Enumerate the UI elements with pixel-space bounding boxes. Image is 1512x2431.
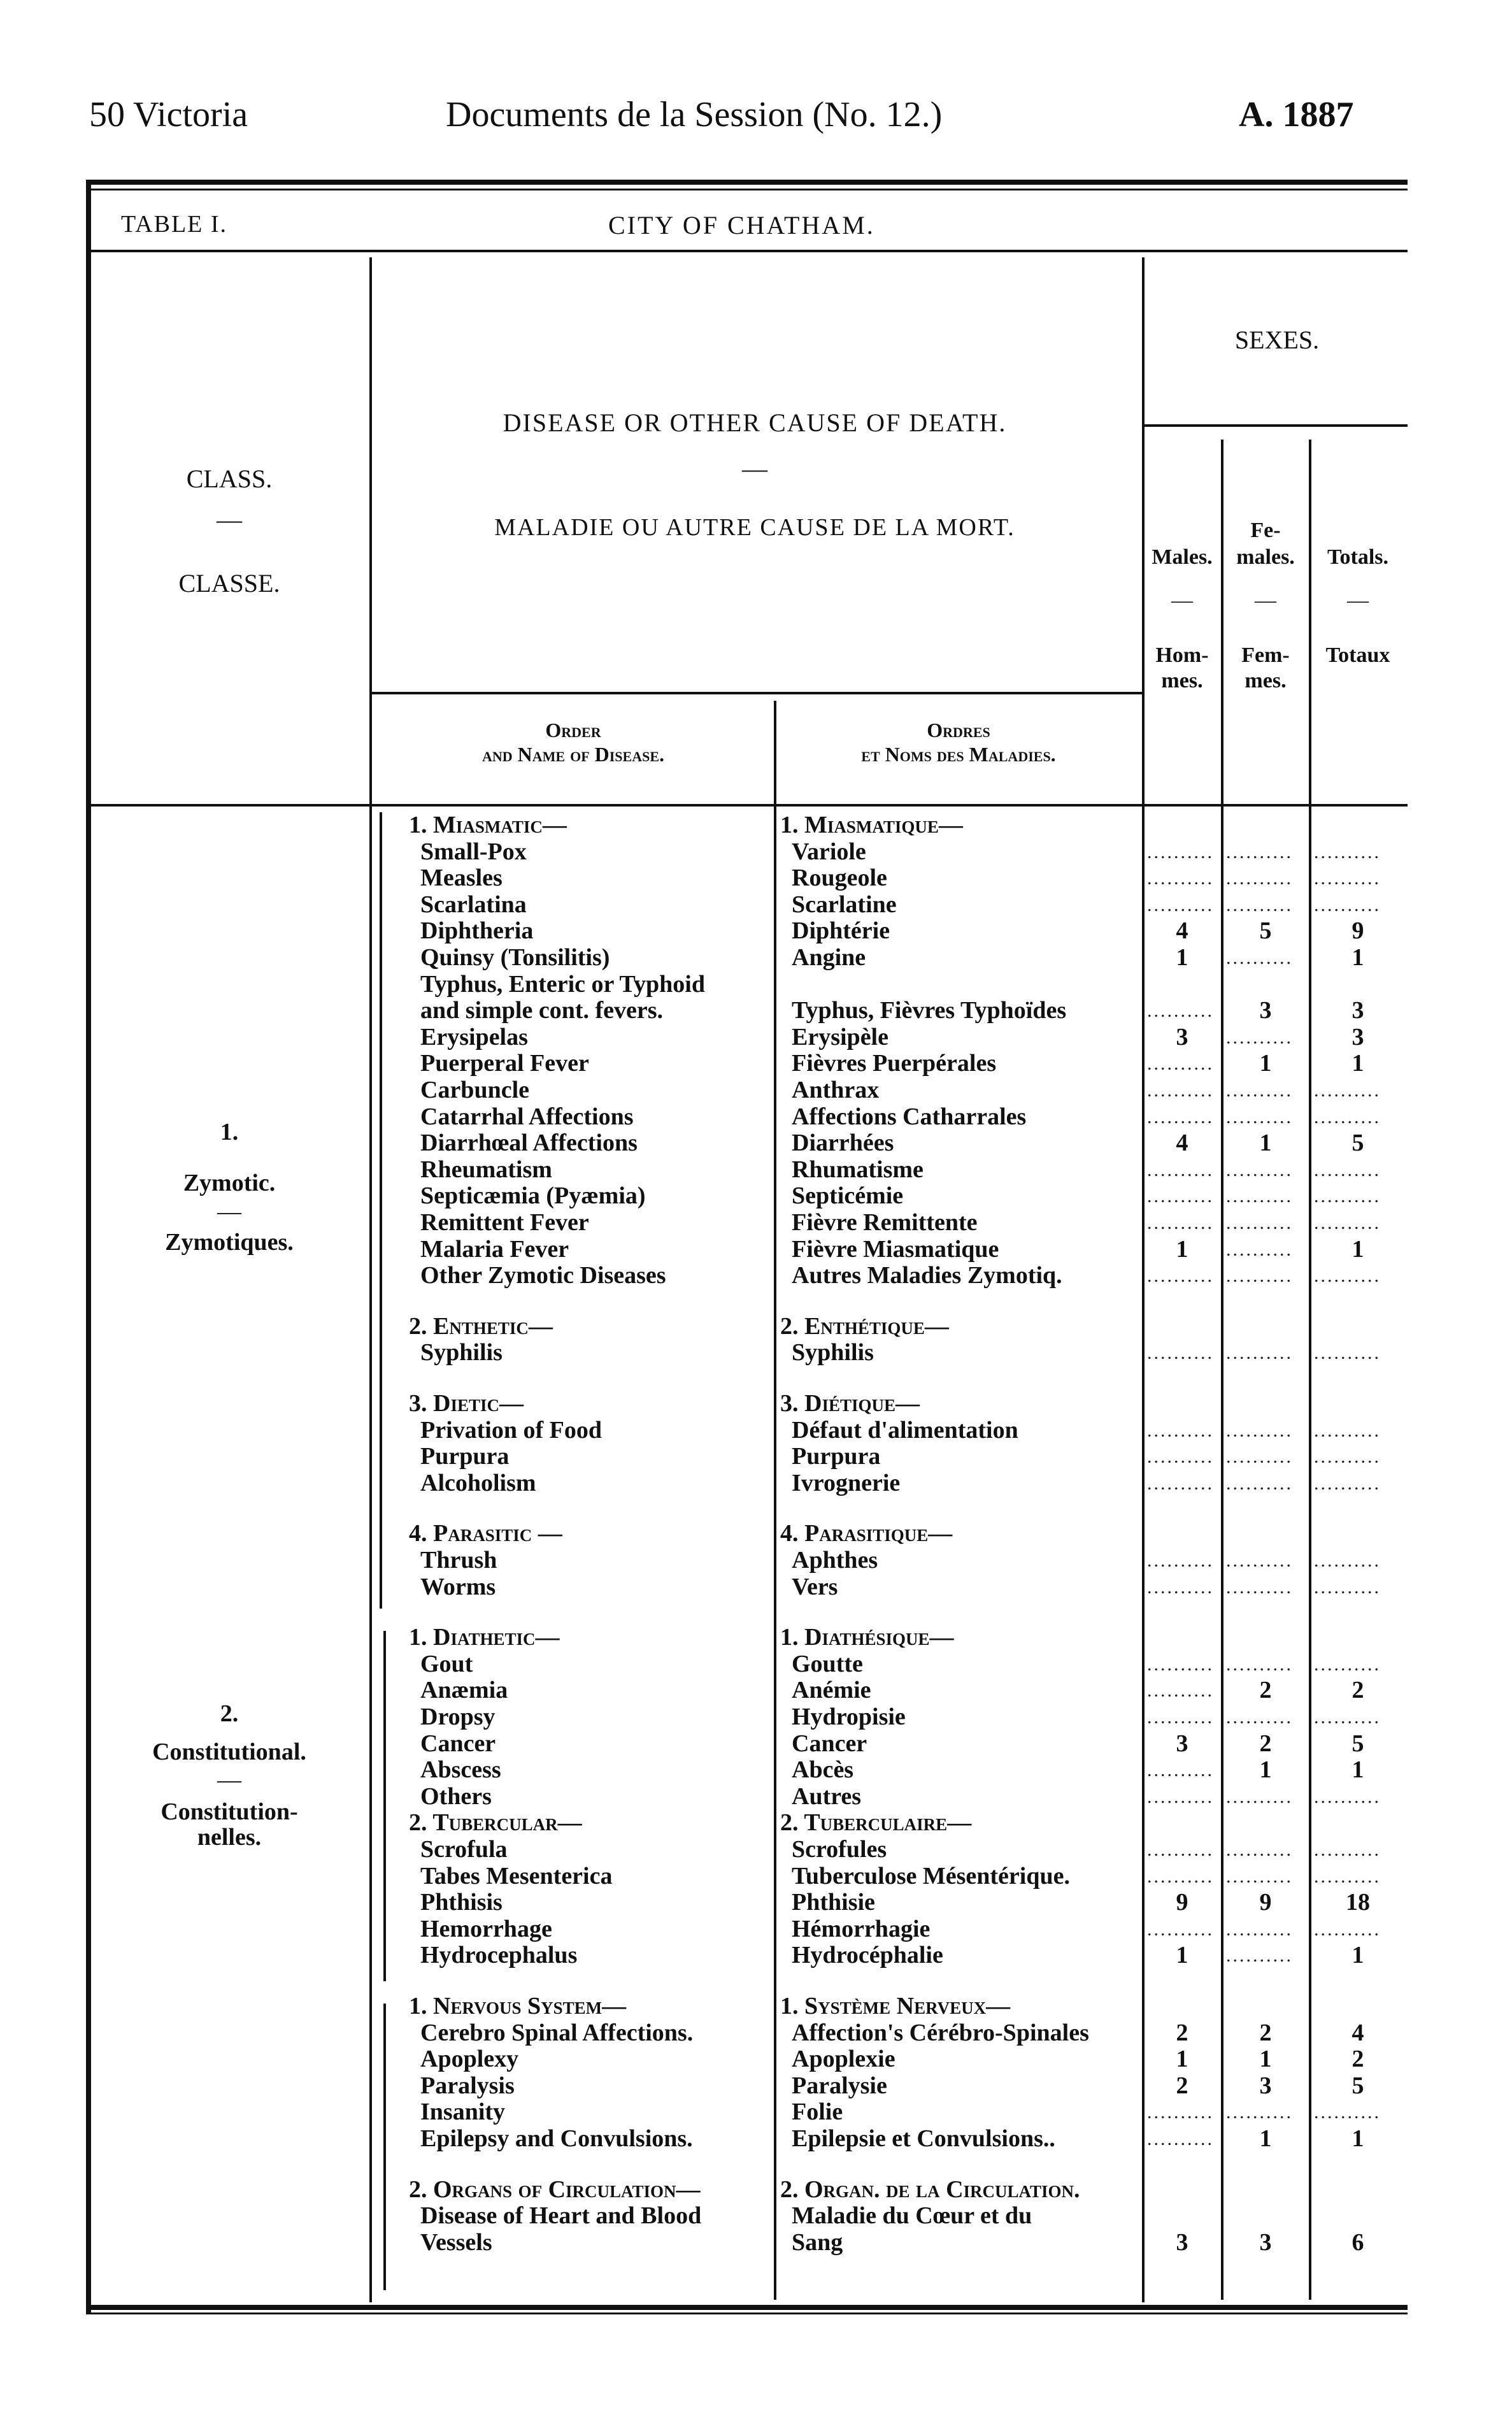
- cell-m: 3: [1176, 1730, 1188, 1757]
- row-label-en: Privation of Food: [420, 1417, 602, 1444]
- cell-leader-dots: ..........: [1314, 1550, 1381, 1571]
- row-label-fr: Paralysie: [792, 2072, 887, 2099]
- row-label-fr: 2. Enthétique—: [780, 1313, 949, 1340]
- order-fr-line2: et Noms des Maladies.: [861, 743, 1056, 766]
- row-label-en: Epilepsy and Convulsions.: [420, 2126, 693, 2152]
- row-label-fr: Typhus, Fièvres Typhoïdes: [792, 998, 1067, 1024]
- row-label-en: Vessels: [420, 2229, 492, 2256]
- cell-leader-dots: ..........: [1226, 1186, 1293, 1207]
- females-dash: —: [1255, 589, 1276, 612]
- row-label-fr: Anthrax: [792, 1077, 880, 1103]
- cell-leader-dots: ..........: [1226, 1080, 1293, 1101]
- cell-leader-dots: ..........: [1226, 1265, 1293, 1287]
- divider-en-fr: [774, 701, 776, 2300]
- cell-m: 1: [1176, 2046, 1188, 2073]
- cell-t: 1: [1352, 1050, 1364, 1077]
- row-label-en: Tabes Mesenterica: [420, 1863, 613, 1890]
- cell-leader-dots: ..........: [1314, 1653, 1381, 1675]
- cell-leader-dots: ..........: [1147, 1446, 1214, 1468]
- cell-f: 5: [1259, 917, 1272, 945]
- cell-leader-dots: ..........: [1226, 894, 1293, 915]
- cell-f: 1: [1259, 1756, 1272, 1784]
- cell-leader-dots: ..........: [1314, 1080, 1381, 1101]
- table-label: TABLE I.: [121, 211, 228, 238]
- row-label-fr: Diarrhées: [792, 1130, 894, 1157]
- class-header-sep: —: [217, 505, 242, 534]
- cell-leader-dots: ..........: [1147, 1786, 1214, 1807]
- cell-leader-dots: ..........: [1226, 2102, 1293, 2123]
- class-1-name-en: Zymotic.: [183, 1170, 276, 1196]
- row-label-en: and simple cont. fevers.: [420, 998, 664, 1024]
- cell-leader-dots: ..........: [1314, 1918, 1381, 1940]
- cell-f: 3: [1259, 997, 1272, 1024]
- table-city: CITY OF CHATHAM.: [608, 211, 875, 240]
- disease-header-sep: —: [742, 454, 767, 483]
- row-label-fr: Angine: [792, 945, 866, 971]
- row-label-en: Paralysis: [420, 2072, 515, 2099]
- males-fr-1: Hom-: [1155, 643, 1209, 667]
- row-label-en: Rheumatism: [420, 1156, 552, 1183]
- row-label-fr: Autres: [792, 1783, 862, 1810]
- cell-leader-dots: ..........: [1226, 1918, 1293, 1940]
- row-label-en: Syphilis: [420, 1340, 503, 1366]
- cell-m: 3: [1176, 2228, 1188, 2256]
- totals-dash: —: [1347, 589, 1369, 612]
- row-label-fr: Scrofules: [792, 1837, 887, 1863]
- row-label-en: Alcoholism: [420, 1470, 536, 1496]
- header-bottom-rule: [86, 804, 1408, 807]
- order-fr-line1: Ordres: [927, 719, 990, 742]
- cell-leader-dots: ..........: [1226, 841, 1293, 863]
- cell-leader-dots: ..........: [1314, 1865, 1381, 1887]
- cell-leader-dots: ..........: [1314, 1786, 1381, 1807]
- cell-t: 18: [1346, 1889, 1370, 1916]
- females-fr-1: Fem-: [1241, 643, 1290, 667]
- order-en-line2: and Name of Disease.: [481, 743, 665, 766]
- cell-leader-dots: ..........: [1314, 1186, 1381, 1207]
- row-label-fr: Syphilis: [792, 1340, 874, 1366]
- class-2-sep: —: [217, 1767, 241, 1793]
- cell-f: 3: [1259, 2228, 1272, 2256]
- class-1-sep: —: [217, 1198, 241, 1225]
- row-label-fr: 2. Organ. de la Circulation.: [780, 2176, 1080, 2203]
- cell-m: 4: [1176, 1129, 1188, 1157]
- bottom-rule-thick: [86, 2305, 1408, 2310]
- row-label-en: Scarlatina: [420, 891, 527, 918]
- cell-leader-dots: ..........: [1226, 1419, 1293, 1441]
- row-label-en: 1. Miasmatic—: [409, 812, 567, 838]
- class-2-name-fr-1: Constitution-: [160, 1798, 298, 1825]
- cell-leader-dots: ..........: [1314, 1265, 1381, 1287]
- brace-constitutional: [383, 1631, 395, 1981]
- cell-leader-dots: ..........: [1226, 1839, 1293, 1860]
- cell-m: 2: [1176, 2019, 1188, 2046]
- cell-leader-dots: ..........: [1226, 1106, 1293, 1128]
- row-label-en: 2. Tubercular—: [409, 1810, 582, 1837]
- cell-t: 1: [1352, 944, 1364, 971]
- cell-leader-dots: ..........: [1226, 868, 1293, 889]
- row-label-en: Scrofula: [420, 1837, 508, 1863]
- title-underline: [86, 250, 1408, 252]
- cell-leader-dots: ..........: [1147, 1707, 1214, 1728]
- row-label-en: Insanity: [420, 2099, 506, 2126]
- row-label-en: 3. Dietic—: [409, 1391, 524, 1417]
- row-label-fr: Folie: [792, 2099, 843, 2126]
- class-2-number: 2.: [220, 1700, 239, 1727]
- top-rule-thin: [86, 189, 1408, 190]
- row-label-fr: Hydropisie: [792, 1704, 906, 1730]
- cell-leader-dots: ..........: [1147, 1000, 1214, 1022]
- row-label-en: Thrush: [420, 1547, 497, 1574]
- row-label-fr: Fièvre Remittente: [792, 1210, 978, 1236]
- row-label-fr: 1. Diathésique—: [780, 1624, 954, 1651]
- cell-leader-dots: ..........: [1147, 1576, 1214, 1598]
- row-label-en: Diarrhœal Affections: [420, 1130, 638, 1157]
- cell-m: 1: [1176, 1942, 1188, 1969]
- row-label-en: Erysipelas: [420, 1024, 528, 1051]
- cell-t: 2: [1352, 1677, 1364, 1704]
- row-label-en: Hemorrhage: [420, 1916, 552, 1942]
- row-label-en: 1. Diathetic—: [409, 1624, 560, 1651]
- cell-leader-dots: ..........: [1147, 1760, 1214, 1781]
- cell-f: 1: [1259, 2125, 1272, 2152]
- row-label-fr: Aphthes: [792, 1547, 878, 1574]
- cell-leader-dots: ..........: [1226, 1159, 1293, 1180]
- row-label-fr: Scarlatine: [792, 891, 897, 918]
- row-label-en: Dropsy: [420, 1704, 496, 1730]
- row-label-fr: Apoplexie: [792, 2046, 895, 2073]
- row-label-fr: Rougeole: [792, 865, 887, 892]
- cell-leader-dots: ..........: [1314, 1106, 1381, 1128]
- row-label-en: Carbuncle: [420, 1077, 529, 1103]
- row-label-en: Disease of Heart and Blood: [420, 2203, 702, 2230]
- row-label-en: Cancer: [420, 1730, 496, 1757]
- cell-leader-dots: ..........: [1226, 1707, 1293, 1728]
- row-label-fr: Autres Maladies Zymotiq.: [792, 1263, 1062, 1289]
- row-label-en: Quinsy (Tonsilitis): [420, 945, 610, 971]
- row-label-fr: Variole: [792, 838, 866, 865]
- cell-leader-dots: ..........: [1314, 1472, 1381, 1494]
- cell-leader-dots: ..........: [1314, 894, 1381, 915]
- divider-class: [369, 257, 372, 2302]
- cell-leader-dots: ..........: [1147, 1053, 1214, 1075]
- cell-t: 1: [1352, 1942, 1364, 1969]
- cell-leader-dots: ..........: [1147, 2128, 1214, 2149]
- row-label-en: Measles: [420, 865, 503, 892]
- row-label-en: Catarrhal Affections: [420, 1103, 634, 1130]
- cell-leader-dots: ..........: [1226, 947, 1293, 968]
- cell-f: 2: [1259, 1677, 1272, 1704]
- totals-fr: Totaux: [1325, 643, 1390, 667]
- cell-leader-dots: ..........: [1147, 1550, 1214, 1571]
- row-label-fr: Phthisie: [792, 1890, 875, 1916]
- row-label-fr: 2. Tuberculaire—: [780, 1810, 972, 1837]
- top-rule-thick: [86, 180, 1408, 185]
- cell-leader-dots: ..........: [1147, 1865, 1214, 1887]
- cell-t: 2: [1352, 2046, 1364, 2073]
- cell-f: 3: [1259, 2072, 1272, 2099]
- cell-leader-dots: ..........: [1314, 1419, 1381, 1441]
- cell-leader-dots: ..........: [1314, 1342, 1381, 1364]
- row-label-en: 1. Nervous System—: [409, 1993, 627, 2019]
- row-label-en: Others: [420, 1783, 492, 1810]
- row-label-en: Gout: [420, 1651, 473, 1677]
- row-label-en: Apoplexy: [420, 2046, 519, 2073]
- males-en: Males.: [1152, 545, 1213, 569]
- cell-t: 1: [1352, 1235, 1364, 1263]
- cell-leader-dots: ..........: [1147, 1106, 1214, 1128]
- row-label-fr: Diphtérie: [792, 918, 890, 945]
- sexes-header: SEXES.: [1234, 326, 1320, 354]
- row-label-en: Phthisis: [420, 1890, 503, 1916]
- row-label-fr: Affection's Cérébro-Spinales: [792, 2019, 1089, 2046]
- cell-t: 1: [1352, 2125, 1364, 2152]
- row-label-fr: Défaut d'alimentation: [792, 1417, 1018, 1444]
- row-label-en: Cerebro Spinal Affections.: [420, 2019, 694, 2046]
- females-en-1: Fe-: [1250, 519, 1281, 542]
- cell-f: 9: [1259, 1889, 1272, 1916]
- row-label-fr: Septicémie: [792, 1183, 904, 1210]
- row-label-fr: Fièvre Miasmatique: [792, 1236, 999, 1263]
- row-label-fr: Ivrognerie: [792, 1470, 901, 1496]
- cell-leader-dots: ..........: [1147, 1472, 1214, 1494]
- row-label-en: 2. Organs of Circulation—: [409, 2176, 701, 2203]
- males-dash: —: [1171, 589, 1193, 612]
- bottom-rule-thin: [86, 2313, 1408, 2314]
- class-2-name-fr-2: nelles.: [197, 1824, 262, 1851]
- class-2-name-en: Constitutional.: [152, 1739, 306, 1765]
- cell-leader-dots: ..........: [1147, 2102, 1214, 2123]
- row-label-en: Malaria Fever: [420, 1236, 569, 1263]
- class-header-en: CLASS.: [186, 464, 273, 493]
- cell-leader-dots: ..........: [1147, 1186, 1214, 1207]
- row-label-fr: Epilepsie et Convulsions..: [792, 2126, 1055, 2152]
- row-label-fr: Fièvres Puerpérales: [792, 1051, 997, 1077]
- row-label-fr: Anémie: [792, 1677, 871, 1704]
- disease-header-fr: MALADIE OU AUTRE CAUSE DE LA MORT.: [494, 514, 1015, 541]
- row-label-fr: Tuberculose Mésentérique.: [792, 1863, 1070, 1890]
- cell-f: 1: [1259, 1129, 1272, 1157]
- cell-m: 2: [1176, 2072, 1188, 2099]
- cell-t: 9: [1352, 917, 1364, 945]
- left-border: [86, 185, 91, 2313]
- cell-m: 1: [1176, 944, 1188, 971]
- row-label-fr: 4. Parasitique—: [780, 1521, 953, 1547]
- row-label-fr: 1. Système Nerveux—: [780, 1993, 1011, 2019]
- sexes-underline: [1142, 424, 1408, 427]
- cell-leader-dots: ..........: [1147, 841, 1214, 863]
- page-header-right: A. 1887: [1239, 95, 1354, 134]
- row-label-en: Other Zymotic Diseases: [420, 1263, 666, 1289]
- page-header-center: Documents de la Session (No. 12.): [446, 95, 943, 134]
- cell-leader-dots: ..........: [1226, 1026, 1293, 1048]
- females-fr-2: mes.: [1245, 669, 1287, 692]
- cell-leader-dots: ..........: [1226, 1786, 1293, 1807]
- cell-leader-dots: ..........: [1314, 2102, 1381, 2123]
- cell-t: 5: [1352, 1129, 1364, 1157]
- row-label-en: Remittent Fever: [420, 1210, 589, 1236]
- row-label-fr: Affections Catharrales: [792, 1103, 1027, 1130]
- class-header-fr: CLASSE.: [178, 569, 280, 598]
- disease-header-en: DISEASE OR OTHER CAUSE OF DEATH.: [503, 408, 1007, 437]
- cell-leader-dots: ..........: [1147, 1080, 1214, 1101]
- cell-leader-dots: ..........: [1226, 1238, 1293, 1260]
- cell-t: 5: [1352, 2072, 1364, 2099]
- row-label-en: 4. Parasitic —: [409, 1521, 562, 1547]
- row-label-fr: 3. Diétique—: [780, 1391, 920, 1417]
- class-1-name-fr: Zymotiques.: [165, 1229, 294, 1256]
- cell-f: 2: [1259, 2019, 1272, 2046]
- males-fr-2: mes.: [1161, 669, 1203, 692]
- row-label-fr: Cancer: [792, 1730, 867, 1757]
- cell-leader-dots: ..........: [1226, 1550, 1293, 1571]
- row-label-fr: Goutte: [792, 1651, 863, 1677]
- cell-t: 3: [1352, 997, 1364, 1024]
- cell-leader-dots: ..........: [1314, 868, 1381, 889]
- brace-nervous: [383, 2004, 395, 2290]
- cell-f: 2: [1259, 1730, 1272, 1757]
- class-1-number: 1.: [220, 1119, 239, 1145]
- cell-t: 1: [1352, 1756, 1364, 1784]
- cell-leader-dots: ..........: [1147, 1680, 1214, 1702]
- cell-leader-dots: ..........: [1226, 1945, 1293, 1967]
- cell-t: 5: [1352, 1730, 1364, 1757]
- cell-m: 3: [1176, 1023, 1188, 1051]
- row-label-en: Diphtheria: [420, 918, 534, 945]
- cell-leader-dots: ..........: [1226, 1576, 1293, 1598]
- row-label-en: Septicæmia (Pyæmia): [420, 1183, 646, 1210]
- row-label-fr: Hydrocéphalie: [792, 1942, 943, 1969]
- order-overline: [369, 692, 1142, 694]
- row-label-en: Typhus, Enteric or Typhoid: [420, 971, 705, 998]
- order-en-line1: Order: [545, 719, 601, 742]
- row-label-en: Worms: [420, 1574, 496, 1600]
- cell-leader-dots: ..........: [1147, 868, 1214, 889]
- row-label-fr: Maladie du Cœur et du: [792, 2203, 1032, 2230]
- cell-t: 4: [1352, 2019, 1364, 2046]
- row-label-en: Abscess: [420, 1757, 501, 1784]
- cell-leader-dots: ..........: [1226, 1212, 1293, 1233]
- row-label-fr: Hémorrhagie: [792, 1916, 931, 1942]
- row-label-en: Purpura: [420, 1444, 510, 1470]
- cell-leader-dots: ..........: [1226, 1865, 1293, 1887]
- row-label-en: Hydrocephalus: [420, 1942, 578, 1969]
- cell-t: 3: [1352, 1023, 1364, 1051]
- cell-leader-dots: ..........: [1314, 1446, 1381, 1468]
- cell-leader-dots: ..........: [1147, 1653, 1214, 1675]
- cell-leader-dots: ..........: [1147, 1212, 1214, 1233]
- cell-leader-dots: ..........: [1314, 841, 1381, 863]
- cell-leader-dots: ..........: [1226, 1342, 1293, 1364]
- cell-leader-dots: ..........: [1147, 894, 1214, 915]
- cell-leader-dots: ..........: [1147, 1342, 1214, 1364]
- cell-leader-dots: ..........: [1147, 1419, 1214, 1441]
- cell-f: 1: [1259, 1050, 1272, 1077]
- cell-t: 6: [1352, 2228, 1364, 2256]
- cell-leader-dots: ..........: [1147, 1265, 1214, 1287]
- cell-leader-dots: ..........: [1314, 1159, 1381, 1180]
- cell-leader-dots: ..........: [1147, 1918, 1214, 1940]
- cell-leader-dots: ..........: [1147, 1839, 1214, 1860]
- row-label-en: Puerperal Fever: [420, 1051, 589, 1077]
- row-label-fr: Rhumatisme: [792, 1156, 924, 1183]
- row-label-fr: Abcès: [792, 1757, 854, 1784]
- row-label-fr: Vers: [792, 1574, 838, 1600]
- cell-m: 9: [1176, 1889, 1188, 1916]
- row-label-fr: Erysipèle: [792, 1024, 888, 1051]
- page-header-left: 50 Victoria: [89, 95, 248, 134]
- row-label-en: 2. Enthetic—: [409, 1313, 553, 1340]
- cell-leader-dots: ..........: [1147, 1159, 1214, 1180]
- cell-leader-dots: ..........: [1314, 1212, 1381, 1233]
- row-label-en: Anæmia: [420, 1677, 508, 1704]
- row-label-fr: 1. Miasmatique—: [780, 812, 963, 838]
- brace-zymotic: [380, 812, 391, 1609]
- cell-leader-dots: ..........: [1314, 1839, 1381, 1860]
- females-en-2: males.: [1236, 545, 1295, 569]
- row-label-en: Small-Pox: [420, 838, 527, 865]
- cell-leader-dots: ..........: [1226, 1472, 1293, 1494]
- cell-leader-dots: ..........: [1226, 1653, 1293, 1675]
- row-label-fr: Purpura: [792, 1444, 881, 1470]
- cell-f: 1: [1259, 2046, 1272, 2073]
- cell-leader-dots: ..........: [1314, 1707, 1381, 1728]
- cell-leader-dots: ..........: [1226, 1446, 1293, 1468]
- row-label-fr: Sang: [792, 2229, 843, 2256]
- totals-en: Totals.: [1327, 545, 1389, 569]
- cell-leader-dots: ..........: [1314, 1576, 1381, 1598]
- cell-m: 1: [1176, 1235, 1188, 1263]
- cell-m: 4: [1176, 917, 1188, 945]
